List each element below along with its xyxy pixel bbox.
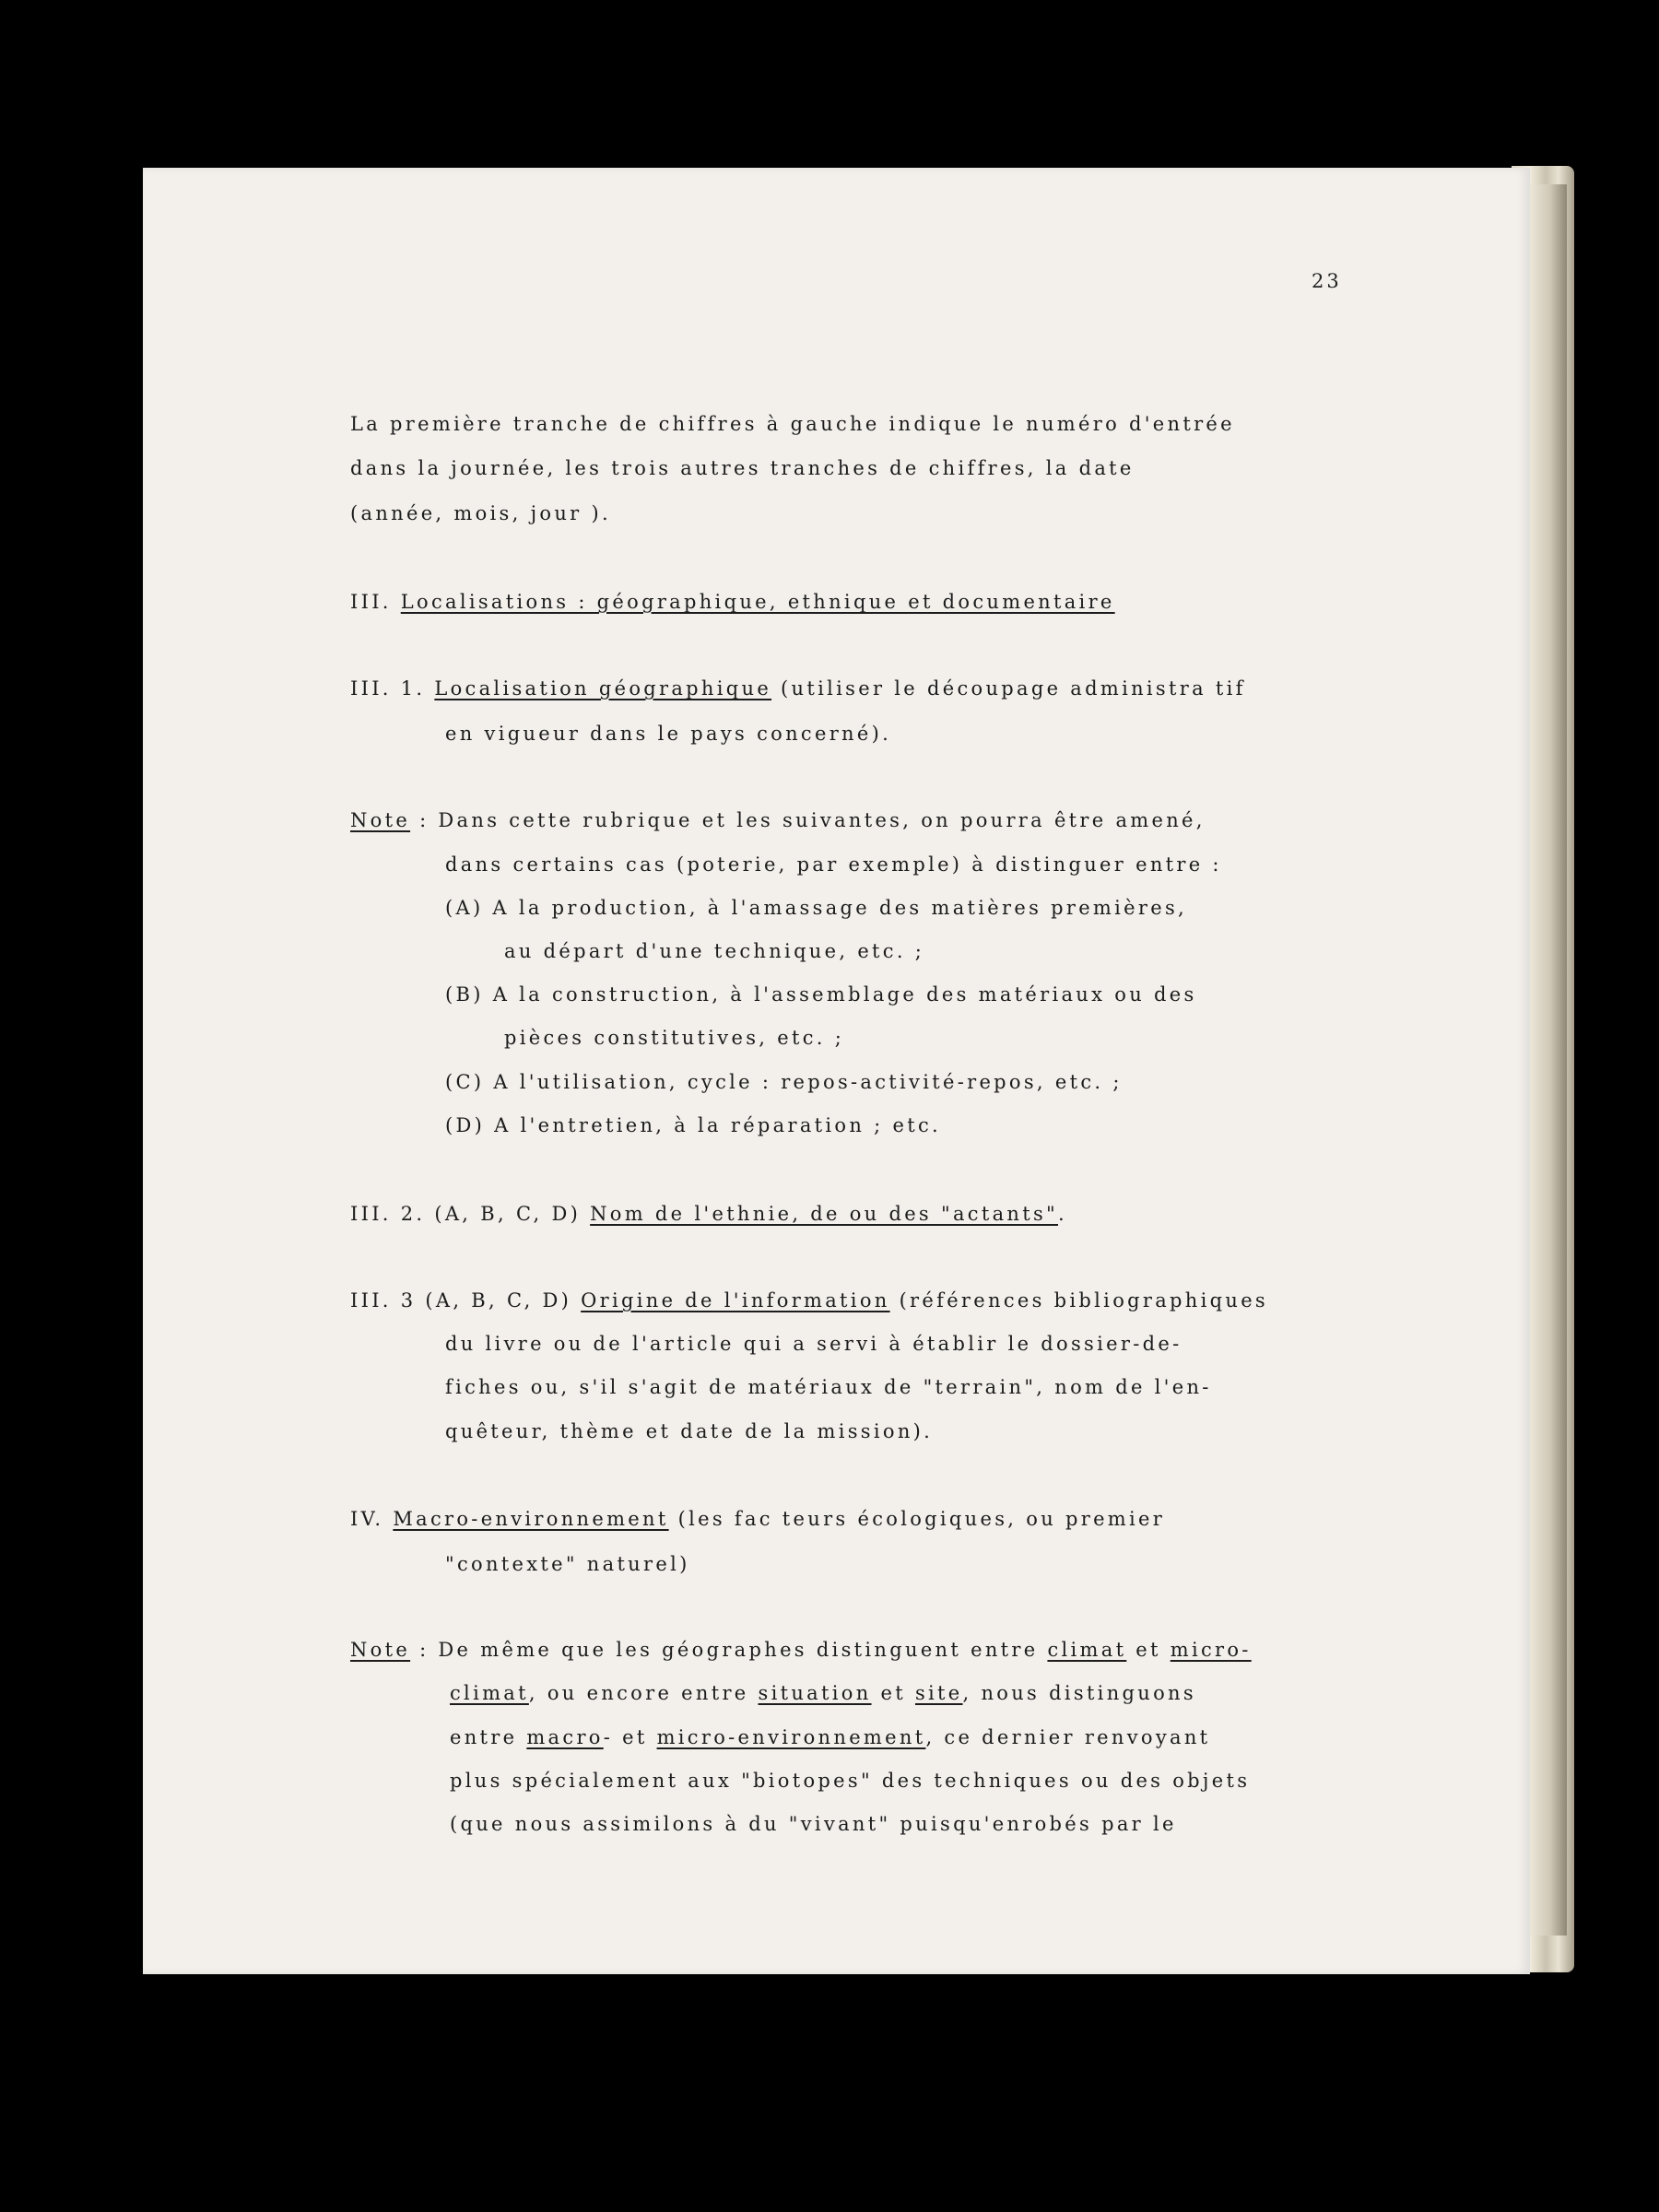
text-line: pièces constitutives, etc. ;	[504, 1027, 845, 1049]
note-text: entre	[450, 1726, 527, 1748]
list-item-a: (A) A la production, à l'amassage des matières premières,	[445, 897, 1188, 919]
section-text: (références bibliographiques	[889, 1289, 1268, 1312]
term-site: site	[914, 1682, 963, 1704]
section-title: Macro-environnement	[393, 1508, 669, 1530]
section-number: IV.	[350, 1508, 394, 1530]
section-number: III.	[350, 591, 401, 613]
section-prefix: III. 2. (A, B, C, D)	[350, 1203, 591, 1225]
text-line: plus spécialement aux "biotopes" des techniques ou des objets	[450, 1770, 1251, 1792]
section-text: .	[1058, 1203, 1067, 1225]
note-text: et	[871, 1682, 915, 1704]
text-line: (que nous assimilons à du "vivant" puisqu'enrobés par le	[450, 1813, 1177, 1835]
note-text: , nous distinguons	[962, 1682, 1196, 1704]
section-text: (utiliser le découpage administra tif	[771, 677, 1246, 700]
note-line	[350, 807, 1206, 833]
page-stack-edge-inner	[1525, 184, 1567, 1936]
note-text: : Dans cette rubrique et les suivantes, on pourra être amené,	[410, 809, 1206, 831]
note-label: Note	[350, 1639, 411, 1661]
note-text: : De même que les géographes distinguent entre	[410, 1639, 1048, 1661]
note-line	[350, 1637, 1252, 1663]
section-number: III. 1.	[350, 677, 435, 700]
section-text: (les fac teurs écologiques, ou premier	[668, 1508, 1166, 1530]
text-line: en vigueur dans le pays concerné).	[445, 723, 892, 745]
text-line: "contexte" naturel)	[445, 1553, 690, 1575]
page-number: 23	[1312, 270, 1342, 292]
list-item-c: (C) A l'utilisation, cycle : repos-activité-repos, etc. ;	[445, 1071, 1123, 1093]
text-line: dans la journée, les trois autres tranches de chiffres, la date	[350, 457, 1135, 479]
text-line: dans certains cas (poterie, par exemple) à distinguer entre :	[445, 853, 1222, 876]
text-line: du livre ou de l'article qui a servi à établir le dossier-de-	[445, 1333, 1182, 1355]
section-title: Origine de l'information	[581, 1289, 890, 1312]
term-climat: climat	[450, 1682, 529, 1704]
list-item-b: (B) A la construction, à l'assemblage des matériaux ou des	[445, 983, 1197, 1006]
text-line: au départ d'une technique, etc. ;	[504, 940, 925, 962]
term-macro: macro	[526, 1726, 604, 1748]
section-title: Nom de l'ethnie, de ou des "actants"	[590, 1203, 1058, 1225]
section-heading-3-1	[350, 676, 1246, 701]
section-title: Localisation géographique	[434, 677, 772, 700]
note-line	[450, 1680, 1196, 1706]
note-text: , ou encore entre	[528, 1682, 759, 1704]
section-title: Localisations : géographique, ethnique et documentaire	[400, 591, 1115, 613]
note-label: Note	[350, 809, 411, 831]
note-line	[450, 1724, 1210, 1750]
text-line: fiches ou, s'il s'agit de matériaux de "terrain", nom de l'en-	[445, 1376, 1212, 1398]
section-heading-4	[350, 1506, 1165, 1532]
text-line: quêteur, thème et date de la mission).	[445, 1420, 934, 1442]
section-heading-3-3	[350, 1288, 1268, 1313]
note-text: - et	[603, 1726, 657, 1748]
term-climat: climat	[1047, 1639, 1127, 1661]
section-prefix: III. 3 (A, B, C, D)	[350, 1289, 582, 1312]
list-item-d: (D) A l'entretien, à la réparation ; etc.	[445, 1114, 941, 1136]
term-micro-environnement: micro-environnement	[656, 1726, 926, 1748]
section-heading-3	[350, 589, 1115, 615]
term-situation: situation	[758, 1682, 872, 1704]
note-text: , ce dernier renvoyant	[925, 1726, 1211, 1748]
section-heading-3-2	[350, 1201, 1067, 1227]
text-line: La première tranche de chiffres à gauche indique le numéro d'entrée	[350, 413, 1235, 435]
note-text: et	[1126, 1639, 1171, 1661]
text-line: (année, mois, jour ).	[350, 502, 611, 524]
term-micro: micro-	[1170, 1639, 1252, 1661]
